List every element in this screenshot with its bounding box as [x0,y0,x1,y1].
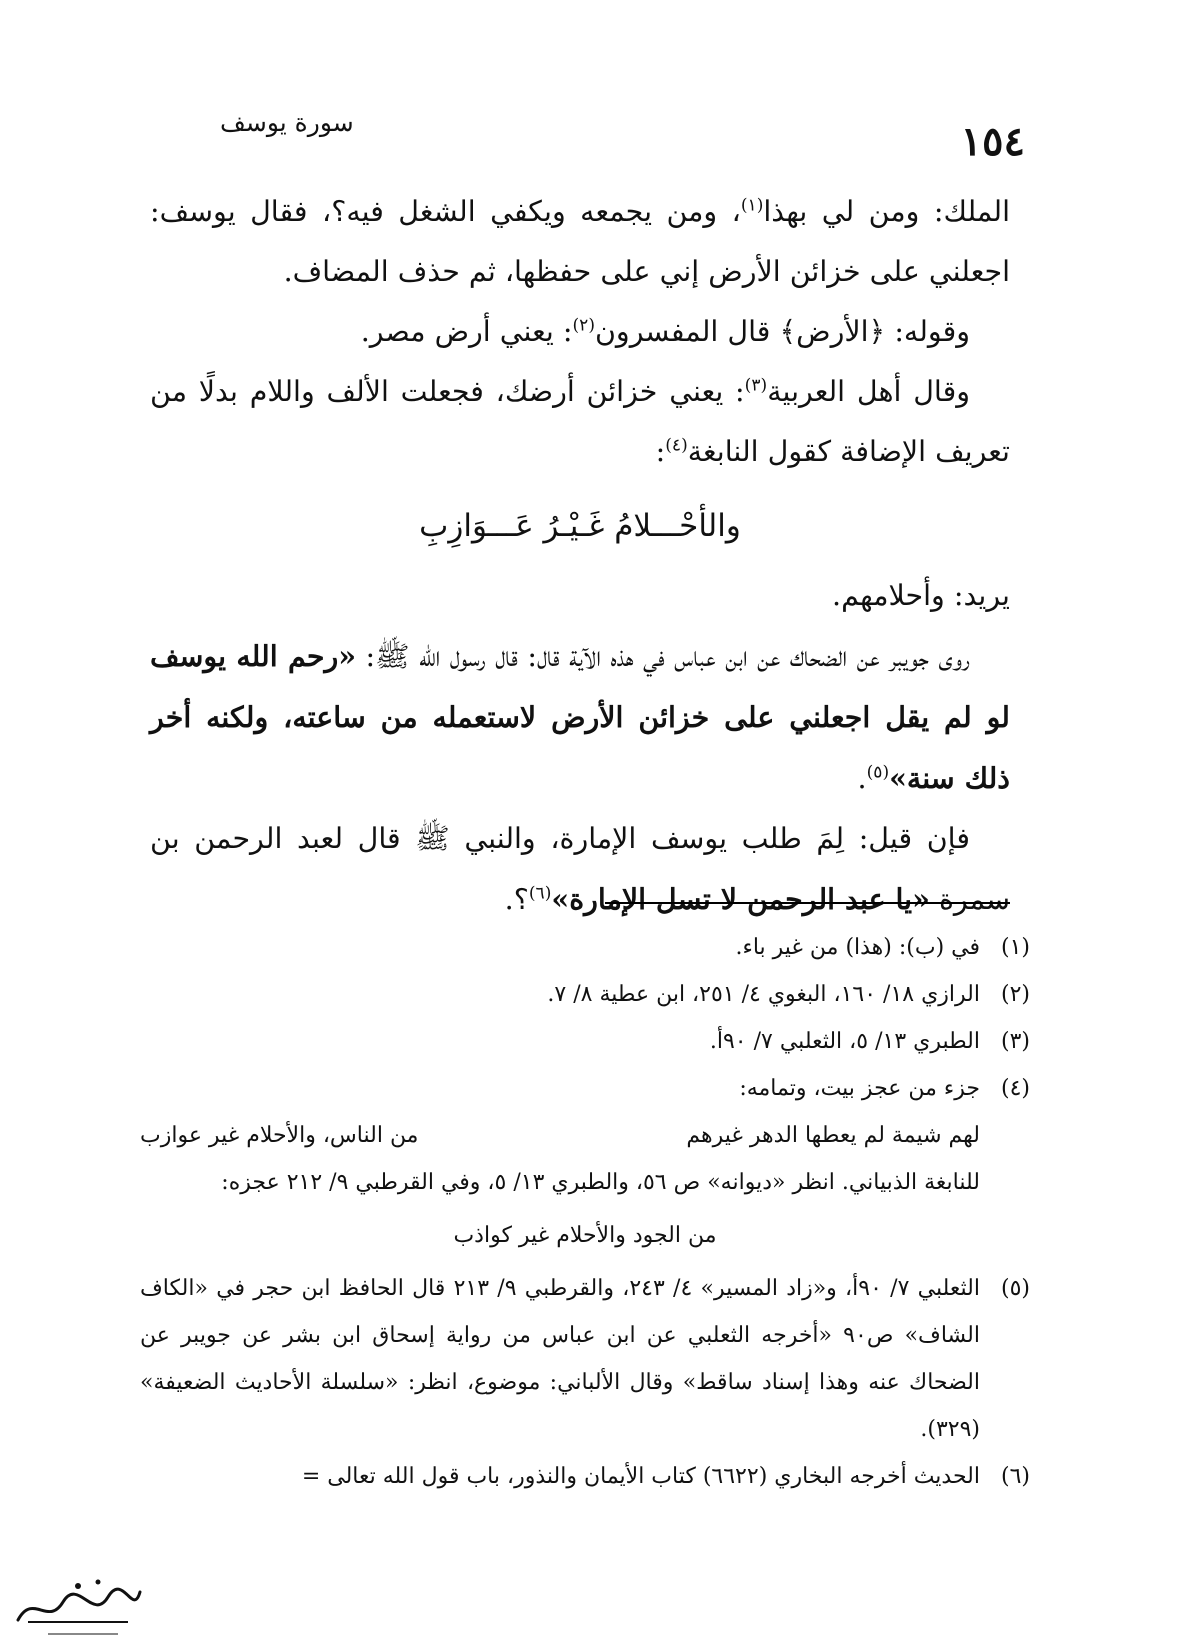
paragraph: فإن قيل: لِمَ طلب يوسف الإمارة، والنبي ﷺ قال لعبد الرحمن بن سمرة «يا عبد الرحمن لا تسل الإمارة»$^{(٦)}$؟. [150,822,1010,916]
footnote-item [140,1065,1030,1112]
footnote-item [140,1453,1030,1500]
footnote-ref[interactable]: (٣) [744,375,768,396]
footnote-number: (٦) [1000,1464,1030,1489]
footnote-poem [140,1112,1030,1159]
footnotes [140,924,1030,1500]
paragraph: يريد: وأحلامهم. [832,579,1010,612]
footnote-text: الثعلبي ٧/ ٩٠أ، و«زاد المسير» ٤/ ٢٤٣، والقرطبي ٩/ ٢١٣ قال الحافظ ابن حجر في «الكاف الشاف» ص٩٠ «أخرجه الثعلبي عن ابن عباس من رواية إسحاق ابن بشر عن جويبر عن الضحاك عنه وهذا إسناد ساقط» وقال الألباني: موضوع، انظر: «سلسلة الأحاديث الضعيفة» (٣٢٩). [140,1276,981,1442]
poetry-verse: والأحْـــلامُ غَـيْـرُ عَـــوَازِبِ [419,508,741,544]
footnote-text: الرازي ١٨/ ١٦٠، البغوي ٤/ ٢٥١، ابن عطية ٨/ ٧. [547,982,980,1007]
footnote-text: الحديث أخرجه البخاري (٦٦٢٢) كتاب الأيمان والنذور، باب قول الله تعالى = [301,1464,980,1489]
footnote-ref[interactable]: (٤) [665,435,688,456]
footnote-number: (٣) [1000,1029,1030,1054]
footnote-item [140,971,1030,1018]
footnote-text: للنابغة الذبياني. انظر «ديوانه» ص ٥٦، والطبري ١٣/ ٥، وفي القرطبي ٩/ ٢١٢ عجزه: [221,1170,980,1195]
footnote-item [140,1265,1030,1453]
footnote-text: في (ب): (هذا) من غير باء. [735,935,980,960]
paragraph: الملك: ومن لي بهذا$^{(١)}$، ومن يجمعه ويكفي الشغل فيه؟، فقال يوسف: اجعلني على خزائن الأرض إني على حفظها، ثم حذف المضاف. [150,195,1010,288]
paragraph: وقوله: ﴿الأرض﴾ قال المفسرون$^{(٢)}$: يعني أرض مصر. [360,315,970,348]
surah-title: سورة يوسف [220,108,354,137]
paragraph: روى جويبر عن الضحاك عن ابن عباس في هذه الآية قال: قال رسول الله ﷺ: «رحم الله يوسف لو لم يقل اجعلني على خزائن الأرض لاستعمله من ساعته، ولكنه أخر ذلك سنة»$^{(٥)}$. [150,639,1010,795]
publisher-logo [8,1572,148,1642]
poem-hemistich: لهم شيمة لم يعطها الدهر غيرهم [686,1123,980,1148]
page-header [200,100,1025,170]
footnote-divider [605,902,1010,904]
footnote-poem-line: من الجود والأحلام غير كواذب [453,1223,717,1248]
poem-hemistich: من الناس، والأحلام غير عوازب [140,1123,419,1148]
footnote-text: جزء من عجز بيت، وتمامه: [739,1076,980,1101]
footnote-number: (٤) [1000,1076,1030,1101]
footnote-number: (٥) [1000,1276,1030,1301]
page-number: ١٥٤ [960,118,1025,165]
footnote-ref[interactable]: (٥) [866,762,890,783]
footnote-ref[interactable]: (٦) [528,883,552,904]
footnote-item [140,1018,1030,1065]
footnote-item [140,924,1030,971]
main-text [150,182,1010,930]
footnote-ref[interactable]: (١) [740,195,764,216]
paragraph: وقال أهل العربية$^{(٣)}$: يعني خزائن أرضك، فجعلت الألف واللام بدلًا من تعريف الإضافة كقول النابغة$^{(٤)}$: [150,375,1010,468]
footnote-number: (١) [1000,935,1030,960]
footnote-number: (٢) [1000,982,1030,1007]
hadith-quote: «رحم الله يوسف لو لم يقل اجعلني على خزائن الأرض لاستعمله من ساعته، ولكنه أخر ذلك سنة» [150,639,1010,795]
footnote-ref[interactable]: (٢) [572,315,595,336]
hadith-quote: «يا عبد الرحمن لا تسل الإمارة» [551,882,930,916]
footnote-text: الطبري ١٣/ ٥، الثعلبي ٧/ ٩٠أ. [709,1029,980,1054]
